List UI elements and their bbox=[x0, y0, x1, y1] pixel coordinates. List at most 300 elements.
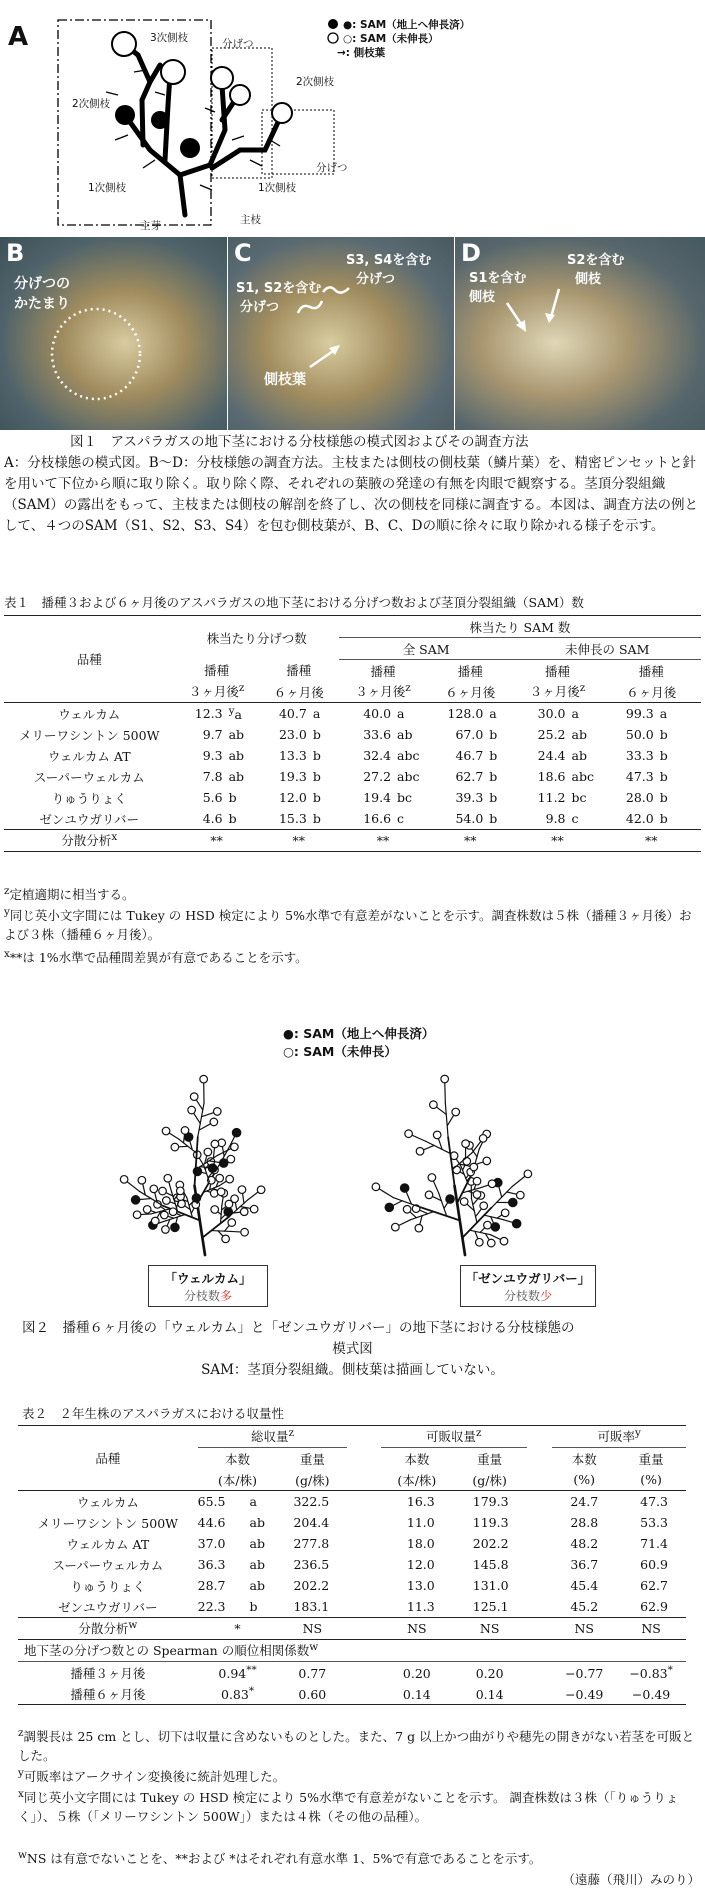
label-first-branch-right: 1次側枝 bbox=[258, 182, 297, 194]
sam-open bbox=[425, 1191, 433, 1199]
panel-c-label-left-1: S1, S2を含む bbox=[236, 281, 322, 296]
photo-panel-c bbox=[228, 237, 454, 430]
rhizome-tree bbox=[372, 1075, 532, 1255]
sam-open bbox=[462, 1140, 470, 1148]
t1-significance: abc bbox=[397, 748, 420, 763]
t2-value: 44.6 bbox=[197, 1515, 226, 1530]
t2-corr-cell bbox=[552, 1662, 616, 1684]
panel-c-letter: C bbox=[234, 239, 252, 267]
label-first-branch: 1次側枝 bbox=[88, 182, 127, 194]
t2-value: 119.3 bbox=[472, 1515, 509, 1530]
table2-note-y-text: 可販率はアークサイン変換後に統計処理した。 bbox=[23, 1769, 286, 1785]
t2-head-weight-unit: (g/株) bbox=[295, 1472, 330, 1488]
t1-value: 32.4 bbox=[363, 748, 392, 763]
sam-open bbox=[231, 1143, 239, 1151]
t2-corr-cell bbox=[616, 1683, 686, 1705]
t1-cultivar-name: スーパーウェルカム bbox=[33, 769, 145, 785]
t1-value: 13.3 bbox=[278, 748, 307, 763]
sam-filled bbox=[400, 1184, 408, 1192]
sam-filled bbox=[509, 1198, 517, 1206]
t1-value: 62.7 bbox=[455, 769, 484, 784]
sam-open bbox=[133, 1211, 141, 1219]
t1-value: 12.0 bbox=[278, 790, 307, 805]
t1-anova-cell: ** bbox=[645, 833, 658, 848]
t2-corr-cell bbox=[552, 1683, 616, 1705]
fig2-right-sub-value: 少 bbox=[540, 1289, 553, 1303]
t2-value: 11.3 bbox=[406, 1599, 435, 1614]
t2-anova-cell: * bbox=[234, 1621, 241, 1636]
fig2-right-sub-prefix: 分枝数 bbox=[503, 1289, 540, 1303]
t1-head-3m-text: ３ヶ月後 bbox=[529, 684, 580, 700]
t2-corr-row bbox=[18, 1683, 686, 1705]
panel-d-label-left-1: S1を含む bbox=[469, 271, 527, 286]
sam-filled-1 bbox=[115, 105, 135, 125]
t1-significance: a bbox=[312, 706, 321, 721]
sam-open bbox=[483, 1157, 491, 1165]
t2-corr-value: 0.60 bbox=[298, 1687, 327, 1703]
t2-value: 277.8 bbox=[293, 1536, 330, 1551]
t1-value: 40.7 bbox=[278, 706, 307, 721]
t1-significance: b bbox=[489, 790, 498, 805]
t1-significance: b bbox=[312, 769, 321, 784]
label-tiller-right: 分げつ bbox=[316, 162, 348, 174]
t1-significance: b bbox=[489, 769, 498, 784]
sam-open bbox=[250, 1205, 258, 1213]
table2-note-w-text: NS は有意でないことを、**および *はそれぞれ有意水準 1、5%で有意であることを示す。 bbox=[26, 1851, 542, 1867]
sam-open bbox=[524, 1170, 532, 1178]
t1-significance: ab bbox=[397, 727, 413, 742]
t2-value: 53.3 bbox=[640, 1515, 668, 1530]
t2-corr-cell bbox=[453, 1662, 527, 1684]
sam-open-1 bbox=[112, 32, 136, 56]
t2-corr-label: 播種６ヶ月後 bbox=[70, 1686, 146, 1702]
sam-open-3 bbox=[211, 67, 233, 89]
sam-open bbox=[222, 1235, 230, 1243]
table2-note-y: $^y$可販率はアークサイン変換後に統計処理した。 bbox=[18, 1767, 286, 1785]
t2-head-sale-text: 可販収量 bbox=[426, 1429, 477, 1445]
t1-significance: a bbox=[659, 706, 668, 721]
sam-open bbox=[476, 1238, 484, 1246]
fig2-right-box bbox=[460, 1265, 596, 1307]
sam-open bbox=[487, 1239, 495, 1247]
t1-significance: b bbox=[489, 748, 498, 763]
t1-significance: b bbox=[228, 790, 237, 805]
t2-value: 24.7 bbox=[570, 1494, 599, 1509]
t2-corr-cell bbox=[381, 1662, 453, 1684]
t2-head-rate-text: 可販率 bbox=[597, 1429, 635, 1445]
t2-cultivar-name: メリーワシントン 500W bbox=[37, 1515, 179, 1531]
t2-row bbox=[18, 1554, 686, 1575]
t2-value: 12.0 bbox=[406, 1557, 435, 1572]
t2-head-count: 本数 bbox=[571, 1451, 597, 1467]
t2-head-cultivar: 品種 bbox=[95, 1451, 121, 1466]
label-second-branch-right: 2次側枝 bbox=[296, 76, 335, 88]
sam-open bbox=[241, 1228, 249, 1236]
sam-open bbox=[501, 1209, 509, 1217]
table1-note-y: $^y$同じ英小文字間には Tukey の HSD 検定により 5%水準で有意差がないことを示す。調査株数は５株（播種３ヶ月後）および３株（播種６ヶ月後）。 bbox=[4, 906, 692, 943]
t1-significance: ab bbox=[571, 727, 587, 742]
fig2-legend-filled: ●: SAM（地上へ伸長済） bbox=[283, 1026, 435, 1041]
table1-note-x-text: **は 1%水準で品種間差異が有意であることを示す。 bbox=[9, 950, 308, 966]
t2-corr-value: 0.14 bbox=[475, 1687, 504, 1703]
t2-value: 322.5 bbox=[293, 1494, 330, 1509]
branch-line bbox=[195, 1137, 198, 1186]
t2-head-pct: (%) bbox=[573, 1472, 596, 1487]
figure1-panel-a bbox=[0, 0, 705, 235]
panel-a-letter: A bbox=[8, 22, 29, 52]
t1-significance: c bbox=[397, 811, 405, 826]
t2-corr-value: 0.94 bbox=[218, 1666, 247, 1682]
t1-head-sow: 播種 bbox=[370, 663, 396, 679]
sam-open bbox=[372, 1183, 380, 1191]
t1-significance: b bbox=[659, 748, 668, 763]
sam-open bbox=[479, 1135, 487, 1143]
t1-value: 54.0 bbox=[455, 811, 484, 826]
panel-d-arrows bbox=[455, 237, 705, 430]
fig2-legend-open: ○: SAM（未伸長） bbox=[283, 1044, 397, 1059]
t2-anova-cell: NS bbox=[302, 1621, 323, 1636]
t2-row bbox=[18, 1575, 686, 1596]
table1 bbox=[4, 615, 701, 852]
panel-b-label-1: 分げつの bbox=[14, 276, 70, 292]
t2-value: 60.9 bbox=[640, 1557, 668, 1572]
t1-head-6m: ６ヶ月後 bbox=[445, 684, 496, 700]
t1-footnote-mark: y bbox=[228, 704, 235, 717]
sam-open bbox=[190, 1093, 198, 1101]
t1-head-3m-text: ３ヶ月後 bbox=[355, 684, 406, 700]
sam-open bbox=[441, 1075, 449, 1083]
branch-line bbox=[166, 1215, 185, 1221]
panel-c-label-right-1: S3, S4を含む bbox=[346, 253, 432, 268]
t2-row bbox=[18, 1491, 686, 1513]
t1-value: 46.7 bbox=[455, 748, 484, 763]
t2-head-total: 総収量$^z$ bbox=[198, 1426, 348, 1448]
t1-significance: bc bbox=[397, 790, 413, 805]
t1-value: 19.4 bbox=[363, 790, 392, 805]
t1-value: 12.3 bbox=[194, 706, 223, 721]
t1-value: 16.6 bbox=[363, 811, 392, 826]
t1-anova-cell: ** bbox=[210, 833, 223, 848]
t2-value: 183.1 bbox=[293, 1599, 330, 1614]
sam-open bbox=[416, 1147, 424, 1155]
sam-open bbox=[405, 1130, 413, 1138]
figure2-caption-line2: 模式図 bbox=[332, 1341, 373, 1357]
fig2-left-box bbox=[148, 1265, 268, 1307]
t1-value: 4.6 bbox=[202, 811, 223, 826]
t1-head-3m-text: ３ヶ月後 bbox=[188, 684, 239, 700]
t2-corr-cell bbox=[277, 1683, 347, 1705]
t1-significance: b bbox=[312, 790, 321, 805]
branch-line bbox=[439, 1193, 447, 1216]
t2-value: 22.3 bbox=[197, 1599, 226, 1614]
t2-value: 11.0 bbox=[406, 1515, 435, 1530]
sam-open bbox=[181, 1127, 189, 1135]
t2-anova-label-text: 分散分析 bbox=[78, 1621, 129, 1637]
t2-value: 62.9 bbox=[640, 1599, 668, 1614]
t1-value: 27.2 bbox=[363, 769, 392, 784]
panel-c-label-bottom: 側枝葉 bbox=[264, 372, 306, 388]
t2-value: 16.3 bbox=[406, 1494, 435, 1509]
t2-significance: b bbox=[249, 1599, 258, 1614]
sam-filled bbox=[219, 1159, 227, 1167]
sam-open bbox=[433, 1131, 441, 1139]
t1-cultivar-name: りゅうりょく bbox=[51, 790, 127, 806]
t2-value: 45.2 bbox=[570, 1599, 599, 1614]
t2-corr-value: 0.14 bbox=[402, 1687, 431, 1703]
t2-anova-cell: NS bbox=[574, 1621, 594, 1636]
sam-filled bbox=[491, 1223, 499, 1231]
sam-open bbox=[226, 1175, 234, 1183]
t2-corr-sig: * bbox=[248, 1684, 255, 1697]
t2-anova-cell: NS bbox=[407, 1621, 427, 1636]
t1-head-sow: 播種 bbox=[457, 663, 483, 679]
t2-head-rate: 可販率$^y$ bbox=[552, 1426, 686, 1448]
t1-significance: b bbox=[659, 811, 668, 826]
panel-d-label-left-2: 側枝 bbox=[469, 290, 496, 305]
table1-note-y-text: 同じ英小文字間には Tukey の HSD 検定により 5%水準で有意差がないことを示す。調査株数は５株（播種３ヶ月後）および３株（播種６ヶ月後）。 bbox=[4, 908, 692, 943]
sam-open bbox=[176, 1187, 184, 1195]
t1-significance: bc bbox=[571, 790, 587, 805]
t1-value: 18.6 bbox=[537, 769, 566, 784]
t1-significance: abc bbox=[571, 769, 594, 784]
sam-open bbox=[500, 1237, 508, 1245]
table2-note-z: $^z$調製長は 25 cm とし、切下は収量に含めないものとした。また、7 g 以上かつ曲がりや穂先の開きがない若茎を可販とした。 bbox=[18, 1727, 695, 1764]
panel-b-letter: B bbox=[6, 239, 25, 267]
t2-significance: ab bbox=[249, 1536, 265, 1551]
t2-value: 202.2 bbox=[293, 1578, 330, 1593]
t1-significance: b bbox=[489, 727, 498, 742]
t2-value: 125.1 bbox=[472, 1599, 509, 1614]
sam-filled bbox=[385, 1203, 393, 1211]
t1-value: 30.0 bbox=[537, 706, 566, 721]
sam-open bbox=[463, 1157, 471, 1165]
sam-open bbox=[217, 1188, 225, 1196]
legend-filled-marker bbox=[328, 19, 338, 29]
panel-c-arrows bbox=[228, 237, 454, 430]
t2-corr-row bbox=[18, 1662, 686, 1684]
t2-significance: a bbox=[249, 1494, 257, 1509]
t2-corr-sig: ** bbox=[246, 1663, 257, 1676]
figure1-caption-body: A：分枝様態の模式図。B〜D：分枝様態の調査方法。主枝または側枝の側枝葉（鱗片葉）を、精密ピンセットと針を用いて下位から順に取り除く。取り除く際、それぞれの葉腋の発達の有無を肉眼で観察する。茎頂分裂組織（SAM）の露出をもって、主枝または側枝の解剖を終了し、次の側枝を同様に調査する。本図は、調査方法の例として、４つのSAM（S1、S2、S3、S4）を包む側枝葉が、B、C、Dの順に徐々に取り除かれる様子を示す。 bbox=[4, 455, 699, 534]
sam-open bbox=[473, 1177, 481, 1185]
t1-value: 23.0 bbox=[278, 727, 307, 742]
t1-value: 24.4 bbox=[537, 748, 566, 763]
figure2-caption-line1: 図２ 播種６ヶ月後の「ウェルカム」と「ゼンユウガリバー」の地下茎における分枝様態の bbox=[22, 1320, 575, 1336]
t2-value: 236.5 bbox=[293, 1557, 330, 1572]
t2-head-weight: 重量 bbox=[477, 1451, 503, 1467]
sam-open bbox=[228, 1219, 236, 1227]
t1-value: 5.6 bbox=[202, 790, 223, 805]
t1-head-all-sam: 全 SAM bbox=[339, 638, 513, 660]
sam-open bbox=[403, 1205, 411, 1213]
t1-significance: b bbox=[659, 790, 668, 805]
t2-anova-label: 分散分析$^w$ bbox=[78, 1619, 138, 1637]
t1-cultivar-name: ウェルカム bbox=[58, 706, 121, 722]
sam-filled-2 bbox=[151, 111, 169, 129]
sam-open bbox=[453, 1166, 461, 1174]
t2-value: 202.2 bbox=[472, 1536, 509, 1551]
table2-note-z-text: 調製長は 25 cm とし、切下は収量に含めないものとした。また、7 g 以上かつ曲がりや穂先の開きがない若茎を可販とした。 bbox=[18, 1729, 695, 1764]
t2-corr-value: 0.77 bbox=[298, 1666, 327, 1682]
sam-open bbox=[211, 1206, 219, 1214]
sam-open-2 bbox=[161, 60, 185, 84]
sam-open bbox=[415, 1224, 423, 1232]
t1-anova-cell: ** bbox=[376, 833, 390, 848]
t1-anova-cell: ** bbox=[292, 833, 306, 848]
fig2-right-sub bbox=[461, 1287, 595, 1304]
label-main-stem: 主枝 bbox=[240, 214, 261, 226]
sam-open bbox=[162, 1127, 170, 1135]
sam-open bbox=[143, 1206, 151, 1214]
t2-value: 45.4 bbox=[570, 1578, 599, 1593]
t2-cultivar-name: ウェルカム bbox=[76, 1494, 139, 1510]
t1-head-cultivar: 品種 bbox=[76, 652, 102, 667]
t1-value: 9.8 bbox=[545, 811, 566, 826]
panel-d-label-right-2: 側枝 bbox=[575, 272, 602, 287]
t1-significance: ab bbox=[228, 769, 245, 784]
fig2-left-sub bbox=[149, 1287, 267, 1304]
table2 bbox=[18, 1425, 686, 1705]
legend-filled-text: ●: SAM（地上へ伸長済） bbox=[343, 19, 471, 31]
sam-open bbox=[162, 1226, 170, 1234]
sam-filled bbox=[171, 1223, 179, 1231]
panel-d-letter: D bbox=[461, 239, 481, 267]
t1-row bbox=[4, 745, 701, 766]
author-credit: （遠藤（飛川）みのり） bbox=[562, 1872, 700, 1887]
t2-value: 36.7 bbox=[570, 1557, 599, 1572]
fig2-left-sub-value: 多 bbox=[220, 1289, 233, 1303]
t2-value: 47.3 bbox=[640, 1494, 668, 1509]
t2-head-count: 本数 bbox=[404, 1451, 430, 1467]
sam-open bbox=[163, 1197, 171, 1205]
t2-corr-value: 0.83 bbox=[221, 1687, 249, 1703]
t2-value: 37.0 bbox=[197, 1536, 226, 1551]
t1-significance: c bbox=[571, 811, 579, 826]
t2-value: 131.0 bbox=[472, 1578, 509, 1593]
t1-value: 33.3 bbox=[625, 748, 654, 763]
table1-note-z-text: 定植適期に相当する。 bbox=[9, 887, 135, 903]
legend-open-text: ○: SAM（未伸長） bbox=[343, 33, 439, 45]
t1-value: 39.3 bbox=[455, 790, 484, 805]
t1-value: 28.0 bbox=[625, 790, 654, 805]
sam-open bbox=[151, 1217, 159, 1225]
t1-significance: b bbox=[312, 727, 321, 742]
panel-c-label-right-2: 分げつ bbox=[356, 272, 396, 287]
sam-open bbox=[213, 1108, 221, 1116]
t1-anova-cell: ** bbox=[464, 833, 477, 848]
t2-value: 28.8 bbox=[570, 1515, 599, 1530]
t2-head-count-unit: (本/株) bbox=[397, 1472, 437, 1488]
sam-open bbox=[150, 1185, 158, 1193]
sam-open bbox=[211, 1140, 219, 1148]
sam-open bbox=[159, 1187, 167, 1195]
sam-open bbox=[488, 1180, 496, 1188]
panel-c-label-left-2: 分げつ bbox=[240, 300, 280, 315]
sam-open bbox=[161, 1211, 169, 1219]
t1-row bbox=[4, 703, 701, 725]
t2-head-pct: (%) bbox=[640, 1472, 662, 1487]
t1-row bbox=[4, 808, 701, 830]
legend-scale-leaf-text: →: 側枝葉 bbox=[337, 47, 386, 59]
t1-significance: ab bbox=[228, 727, 245, 742]
t1-head-6m: ６ヶ月後 bbox=[273, 684, 324, 700]
sam-open bbox=[231, 1195, 239, 1203]
figure2-caption-note: SAM：茎頂分裂組織。側枝葉は描画していない。 bbox=[201, 1362, 504, 1378]
t1-significance: ab bbox=[228, 748, 245, 763]
t2-value: 13.0 bbox=[406, 1578, 435, 1593]
t2-head-count-unit: (本/株) bbox=[218, 1472, 257, 1488]
table1-note-z: $^z$定植適期に相当する。 bbox=[4, 885, 135, 903]
branch-line bbox=[445, 1103, 448, 1137]
t2-corr-cell bbox=[381, 1683, 453, 1705]
t1-head-sow: 播種 bbox=[638, 663, 664, 679]
table1-title: 表１ 播種３および６ヶ月後のアスパラガスの地下茎における分げつ数および茎頂分裂組織（SAM）数 bbox=[4, 595, 584, 610]
label-second-branch: 2次側枝 bbox=[72, 98, 111, 110]
t1-significance: b bbox=[659, 727, 668, 742]
t1-value: 50.0 bbox=[625, 727, 654, 742]
table1-note-x: $^x$**は 1%水準で品種間差異が有意であることを示す。 bbox=[4, 948, 308, 966]
sam-open bbox=[238, 1186, 246, 1194]
t1-value: 9.3 bbox=[202, 748, 223, 763]
t2-significance: ab bbox=[249, 1515, 265, 1530]
t1-value: 40.0 bbox=[363, 706, 392, 721]
t1-head-sow: 播種 bbox=[544, 663, 570, 679]
branch-line bbox=[448, 1137, 454, 1186]
t1-head-3m: ３ヶ月後$^z$ bbox=[529, 682, 586, 700]
fig2-left-name: 「ウェルカム」 bbox=[164, 1271, 252, 1286]
t2-corr-value: −0.49 bbox=[631, 1687, 671, 1703]
sam-open bbox=[200, 1075, 208, 1083]
t2-value: 62.7 bbox=[640, 1578, 668, 1593]
t2-corr-cell bbox=[198, 1683, 278, 1705]
t2-head-sale: 可販収量$^z$ bbox=[381, 1426, 527, 1448]
t2-value: 48.2 bbox=[570, 1536, 599, 1551]
t2-corr-value: 0.20 bbox=[475, 1666, 504, 1682]
t2-head-total-text: 総収量 bbox=[250, 1429, 289, 1445]
sam-open bbox=[480, 1202, 488, 1210]
t2-head-weight-unit: (g/株) bbox=[472, 1472, 507, 1488]
sam-open bbox=[473, 1191, 481, 1199]
t1-significance: a bbox=[489, 706, 497, 721]
t2-value: 71.4 bbox=[640, 1536, 668, 1551]
t1-significance: b bbox=[228, 811, 237, 826]
t2-row bbox=[18, 1596, 686, 1618]
t2-cultivar-name: ウェルカム AT bbox=[66, 1536, 150, 1552]
table2-title: 表２ ２年生株のアスパラガスにおける収量性 bbox=[22, 1406, 285, 1421]
t1-row bbox=[4, 787, 701, 808]
label-tiller-top: 分げつ bbox=[222, 38, 254, 50]
sam-filled bbox=[131, 1196, 139, 1204]
fig2-right-name: 「ゼンユウガリバー」 bbox=[465, 1271, 591, 1286]
t2-cultivar-name: りゅうりょく bbox=[70, 1578, 146, 1594]
t1-head-sow: 播種 bbox=[286, 663, 312, 679]
sam-open bbox=[257, 1186, 265, 1194]
t2-value: 28.7 bbox=[197, 1578, 226, 1593]
t1-cultivar-name: ゼンユウガリバー bbox=[39, 811, 140, 827]
t2-row bbox=[18, 1512, 686, 1533]
sam-open bbox=[188, 1106, 196, 1114]
sam-open bbox=[210, 1118, 218, 1126]
t2-value: 36.3 bbox=[197, 1557, 226, 1572]
table2-note-x-text: 同じ英小文字間には Tukey の HSD 検定により 5%水準で有意差がないことを示す。 調査株数は３株（「りゅうりょく」）、５株（「メリーワシントン 500W」）または４株（その他の品種）。 bbox=[18, 1790, 679, 1825]
sam-open-5 bbox=[272, 103, 292, 123]
t1-value: 128.0 bbox=[447, 706, 484, 721]
sam-filled bbox=[512, 1219, 520, 1227]
sam-filled bbox=[446, 1195, 454, 1203]
t2-spearman-label: 地下茎の分げつ数との Spearman の順位相関係数$^w$ bbox=[24, 1641, 319, 1659]
sam-open bbox=[204, 1148, 212, 1156]
panel-b-label-2: かたまり bbox=[14, 296, 70, 312]
